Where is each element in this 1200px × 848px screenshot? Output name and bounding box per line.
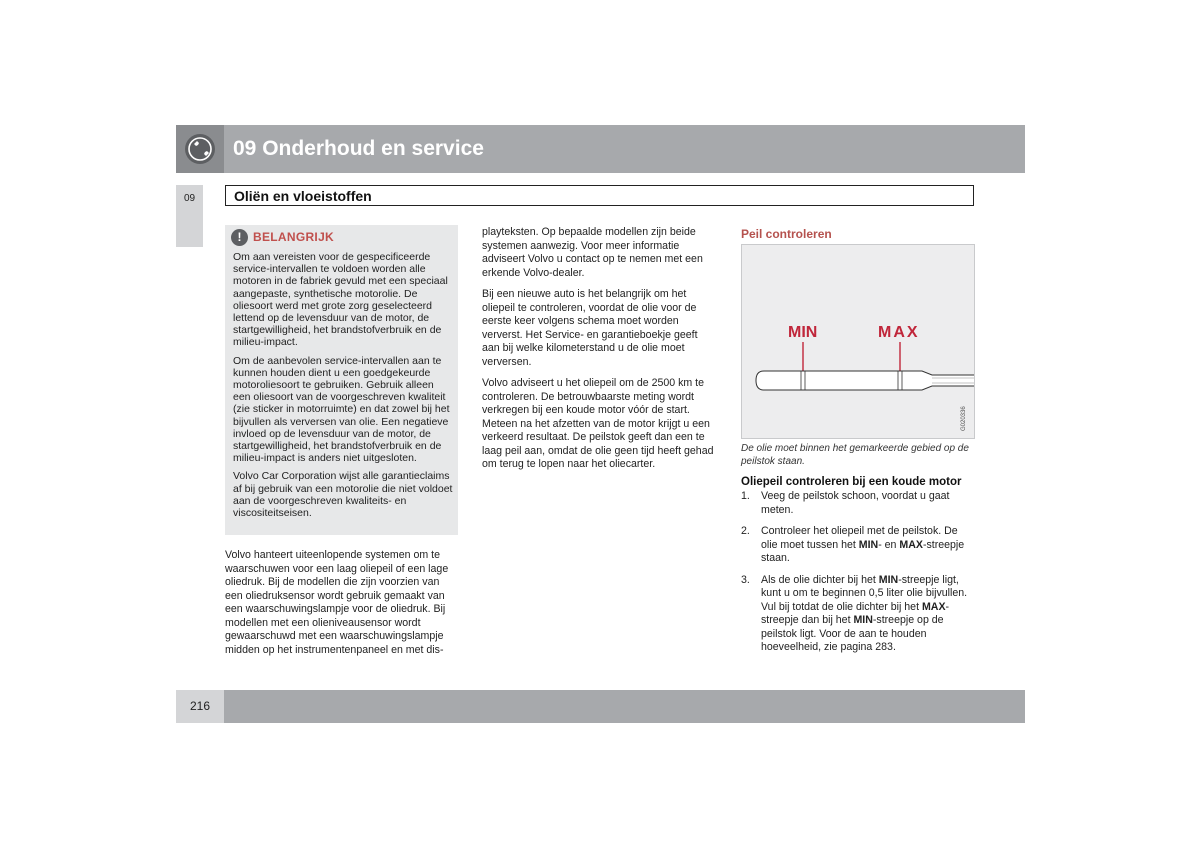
min-term: MIN [853,614,873,626]
important-text [233,251,454,525]
min-term: MIN [878,573,899,586]
step-text: Controleer het oliepeil met de peilstok. De olie moet tussen het [761,525,958,551]
step-number: 3. [741,573,750,586]
step-number: 1. [741,490,750,502]
step-text: -streepje dan bij het [761,600,950,626]
chapter-title: 09 Onderhoud en service [233,137,484,160]
section-title: Oliën en vloeistoffen [234,188,372,204]
important-title: BELANGRIJK [253,230,335,244]
figure-caption: De olie moet binnen het gemarkeerde gebied op de peilstok staan. [741,443,969,467]
important-paragraph: Volvo Car Corporation wijst alle garantieclaims af bij gebruik van een motorolie die niet voldoet aan de voorgeschreven kwaliteits- en viscositeitseisen. [233,470,453,520]
dipstick-figure [741,244,975,439]
page-number: 216 [189,699,211,713]
column-1-text [225,549,459,665]
body-paragraph: playteksten. Op bepaalde modellen zijn beide systemen aanwezig. Voor meer informatie adviseert Volvo u contact op te nemen met een erkende Volvo-dealer. [482,226,703,279]
figure-code: G020336 [961,406,967,431]
max-term: MAX [921,600,946,613]
step-text: -streepje ligt, kunt u om te beginnen 0,5 liter olie bijvullen. Vul bij totdat de olie dichter bij het [761,573,968,613]
max-label: MAX [878,324,920,341]
step-item [741,525,977,566]
step-text: -streepje staan. [761,538,965,564]
step-text: - en [878,538,900,551]
important-paragraph: Om de aanbevolen service-intervallen aan te kunnen houden dient u een goedgekeurde motoroliesoort te gebruiken. Gebruik alleen een oliesoort van de voorgeschreven kwaliteit (zie sticker in motorruimte) en dat zowel bij het bijvullen als verversen van olie. Een negatieve invloed op de levensduur van de motor, de startgewilligheid, het brandstofverbruik en de milieu-impact is anders niet uitgesloten. [233,354,450,465]
dipstick-icon [756,371,975,390]
wrench-icon [184,133,216,165]
dipstick-illustration [742,245,975,439]
step-text: Als de olie dichter bij het [761,573,879,586]
step-item [741,574,977,655]
body-paragraph: Bij een nieuwe auto is het belangrijk om het oliepeil te controleren, voordat de olie voor de eerste keer volgens schema moet worden ververst. Het Service- en garantieboekje geeft aan bij welke kilometerstand u de olie moet verversen. [482,288,698,368]
subheading-cold-engine: Oliepeil controleren bij een koude motor [741,476,962,488]
step-text: -streepje op de peilstok ligt. Voor de aan te houden hoeveelheid, zie pagina 283. [761,614,944,653]
important-notice [225,225,458,535]
important-paragraph: Om aan vereisten voor de gespecificeerde service-intervallen te voldoen worden alle motoren in de fabriek gevuld met een speciaal aangepaste, synthetische motorolie. De oliesoort werd met grote zorg geselecteerd lettend op de levensduur van de motor, de startgewilligheid, het brandstofverbruik en de milieu-impact. [233,251,448,349]
subheading-check-level: Peil controleren [741,227,832,241]
min-term: MIN [858,538,879,551]
footer-bar [224,690,1025,723]
body-paragraph: Volvo adviseert u het oliepeil om de 2500 km te controleren. De betrouwbaarste meting wordt verkregen bij een koude motor vóór de start. Meteen na het afzetten van de motor krijgt u een verkeerd resultaat. De peilstok geeft dan een te laag peil aan, omdat de olie geen tijd heeft gehad om terug te lopen naar het oliecarter. [482,377,714,470]
exclamation-icon: ! [231,229,248,246]
step-item [741,490,977,517]
step-text: Veeg de peilstok schoon, voordat u gaat meten. [761,490,950,516]
side-tab-number: 09 [183,193,196,204]
body-paragraph: Volvo hanteert uiteenlopende systemen om te waarschuwen voor een laag oliepeil of een lage oliedruk. Bij de modellen die zijn voorzien van een oliedruksensor wordt gebruik gemaakt van een waarschuwingslampje voor de oliedruk. Bij modellen met een olieniveausensor wordt gewaarschuwd met een waarschuwingslampje midden op het instrumentenpaneel en met dis- [225,549,449,656]
steps-list [741,490,977,663]
max-term: MAX [899,538,923,551]
min-label: MIN [788,324,818,341]
column-2-text [482,226,718,480]
step-number: 2. [741,525,750,537]
section-title-box [225,185,974,206]
